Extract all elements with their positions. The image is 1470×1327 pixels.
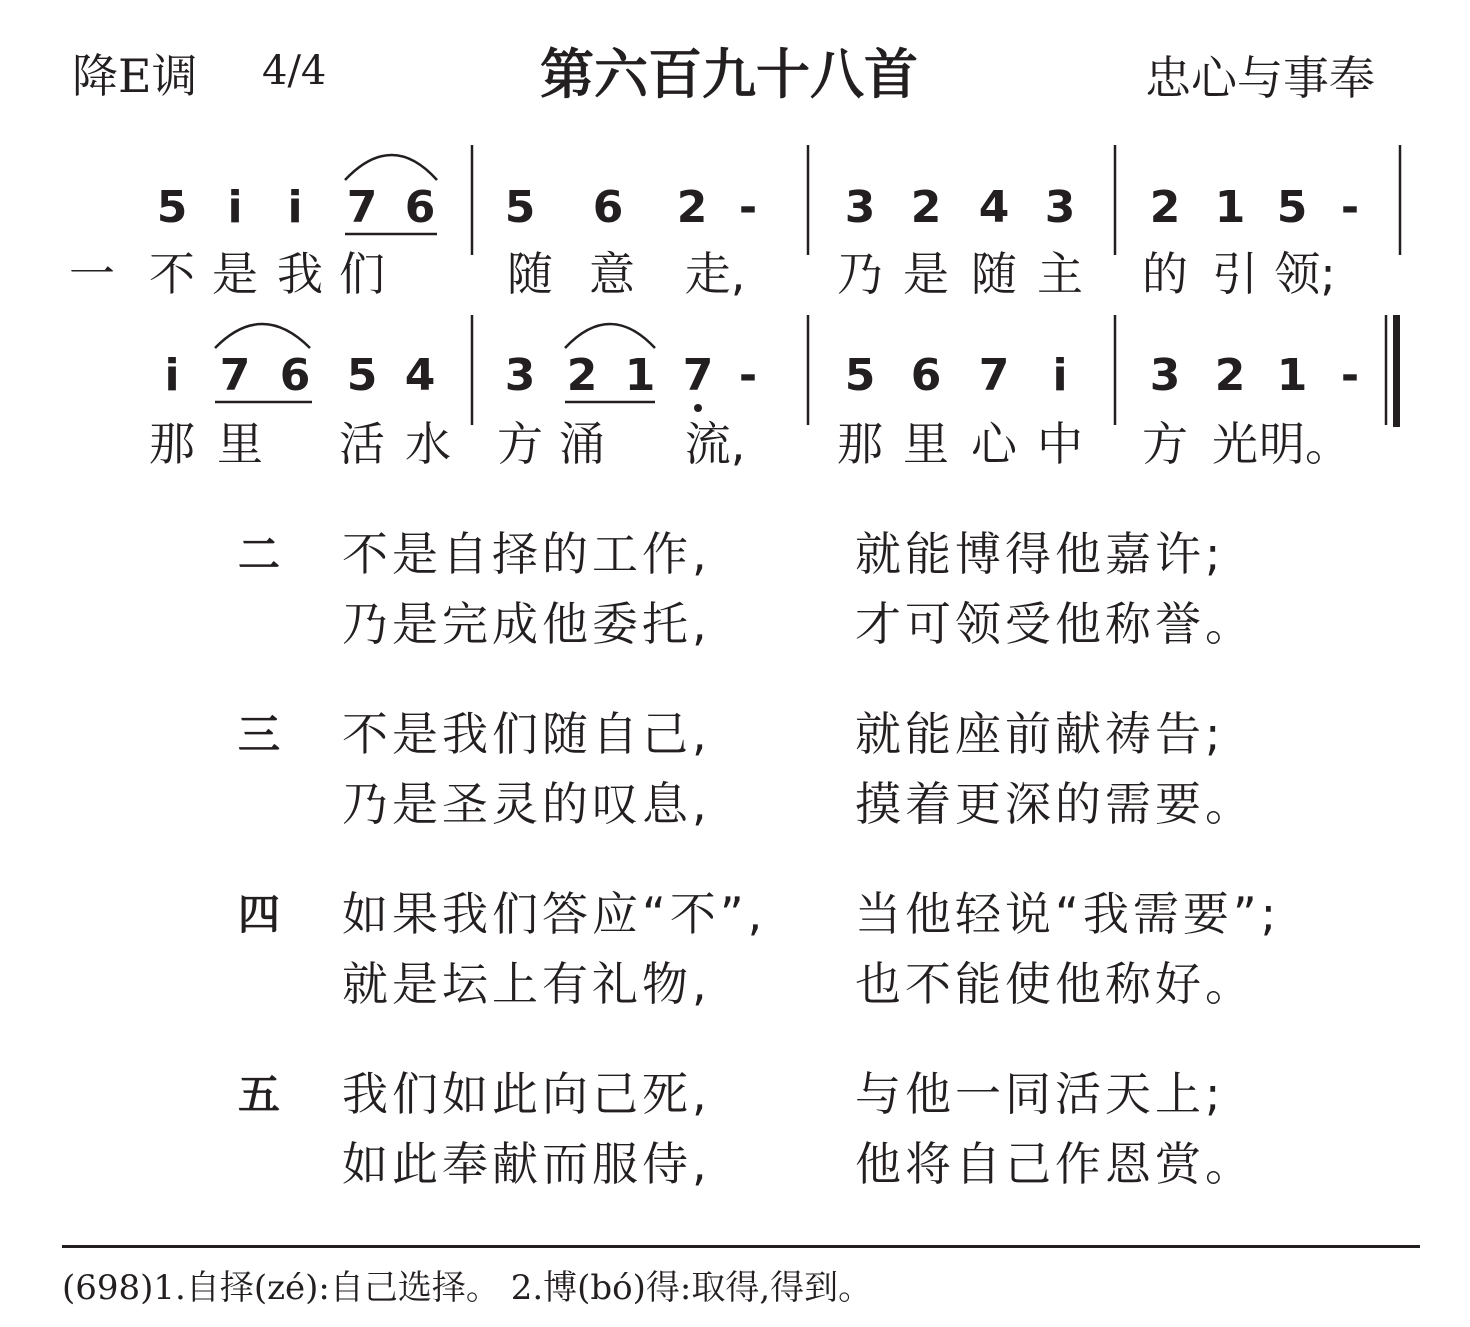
- lyric: 随: [971, 247, 1017, 301]
- lyric: 那: [837, 417, 883, 471]
- note: -: [738, 182, 758, 233]
- verse-number: 二: [238, 530, 281, 579]
- row1-lyrics: [69, 247, 1336, 301]
- note: 5: [844, 350, 876, 401]
- note: 3: [844, 182, 876, 233]
- note: 7: [978, 350, 1010, 401]
- verse-number: 五: [238, 1070, 281, 1119]
- note: i: [164, 350, 180, 401]
- verse-line: 我们如此向己死,: [342, 1067, 711, 1121]
- lyric: 意: [589, 247, 635, 301]
- verse-line: 当他轻说“我需要”;: [855, 887, 1281, 941]
- lyric: 光: [1212, 417, 1258, 471]
- lyric: 活: [339, 417, 385, 471]
- lyric: 里: [903, 417, 949, 471]
- lyric: 们: [339, 247, 385, 301]
- verse-line: 也不能使他称好。: [855, 957, 1255, 1011]
- verse-number: 一: [69, 247, 115, 301]
- key-signature: 降E调: [72, 49, 198, 103]
- lyric: 方: [1142, 417, 1188, 471]
- verse-line: 不是我们随自己,: [342, 707, 711, 761]
- note: 7: [346, 182, 378, 233]
- slur: [215, 324, 310, 348]
- low-octave-dot: [694, 404, 702, 412]
- verse-line: 他将自己作恩赏。: [855, 1137, 1255, 1191]
- note: 5: [504, 182, 536, 233]
- lyric: 我: [277, 247, 323, 301]
- row1-notes: [157, 182, 1359, 233]
- note: 6: [592, 182, 624, 233]
- lyric: 是: [903, 247, 949, 301]
- verse-line: 就能座前献祷告;: [855, 707, 1225, 761]
- verse-line: 与他一同活天上;: [855, 1067, 1225, 1121]
- note: 1: [1276, 350, 1308, 401]
- lyric: 流,: [684, 417, 746, 471]
- lyric: 的: [1142, 247, 1188, 301]
- verse-line: 如此奉献而服侍,: [342, 1137, 711, 1191]
- lyric: 随: [507, 247, 553, 301]
- note: 2: [676, 182, 708, 233]
- verse-line: 就能博得他嘉许;: [855, 527, 1225, 581]
- lyric: 乃: [837, 247, 883, 301]
- note: 4: [978, 182, 1010, 233]
- note: 1: [1214, 182, 1246, 233]
- slur: [565, 324, 655, 348]
- lyric: 走,: [684, 247, 746, 301]
- verse-number: 三: [238, 710, 281, 759]
- note: i: [287, 182, 303, 233]
- lyric: 涌: [559, 417, 605, 471]
- verse-line: 才可领受他称誉。: [855, 597, 1255, 651]
- verse-line: 不是自择的工作,: [342, 527, 711, 581]
- note: 3: [1149, 350, 1181, 401]
- note: -: [1340, 350, 1360, 401]
- note: 6: [279, 350, 311, 401]
- hymn-theme: 忠心与事奉: [1145, 51, 1375, 105]
- note: 2: [566, 350, 598, 401]
- verse-line: 乃是圣灵的叹息,: [342, 777, 711, 831]
- verse-number: 四: [238, 890, 281, 939]
- lyric: 明。: [1259, 417, 1351, 471]
- hymn-title: 第六百九十八首: [540, 43, 918, 106]
- lyric: 主: [1037, 247, 1083, 301]
- verse-line: 如果我们答应“不”,: [342, 887, 767, 941]
- verse-line: 摸着更深的需要。: [855, 777, 1255, 831]
- lyric: 心: [971, 417, 1017, 471]
- lyric: 那: [149, 417, 195, 471]
- note: 5: [1276, 182, 1308, 233]
- note: 1: [624, 350, 656, 401]
- note: 7: [219, 350, 251, 401]
- note: 3: [1044, 182, 1076, 233]
- note: 2: [1149, 182, 1181, 233]
- note: 3: [504, 350, 536, 401]
- time-signature: 4/4: [262, 48, 327, 94]
- lyric: 领;: [1274, 247, 1336, 301]
- note: i: [1052, 350, 1068, 401]
- row2-lyrics: [149, 417, 1351, 471]
- lyric: 水: [405, 417, 451, 471]
- note: 5: [156, 182, 188, 233]
- footnote: (698)1.自择(zé):自己选择。 2.博(bó)得:取得,得到。: [62, 1268, 873, 1308]
- footnote-divider: [62, 1245, 1420, 1248]
- note: 5: [346, 350, 378, 401]
- music-score: [0, 0, 1470, 480]
- lyric: 中: [1037, 417, 1083, 471]
- slur: [345, 155, 437, 180]
- lyric: 引: [1212, 247, 1258, 301]
- lyric: 是: [212, 247, 258, 301]
- note: 2: [910, 182, 942, 233]
- final-barline: [1393, 315, 1400, 427]
- lyric: 里: [217, 417, 263, 471]
- lyric: 方: [497, 417, 543, 471]
- verse-line: 就是坛上有礼物,: [342, 957, 711, 1011]
- note: -: [738, 350, 758, 401]
- verse-line: 乃是完成他委托,: [342, 597, 711, 651]
- note: i: [227, 182, 243, 233]
- note: 7: [682, 350, 714, 401]
- note: 4: [404, 350, 436, 401]
- row2-notes: [164, 350, 1359, 401]
- note: 6: [910, 350, 942, 401]
- note: 2: [1214, 350, 1246, 401]
- note: 6: [404, 182, 436, 233]
- note: -: [1340, 182, 1360, 233]
- lyric: 不: [149, 247, 195, 301]
